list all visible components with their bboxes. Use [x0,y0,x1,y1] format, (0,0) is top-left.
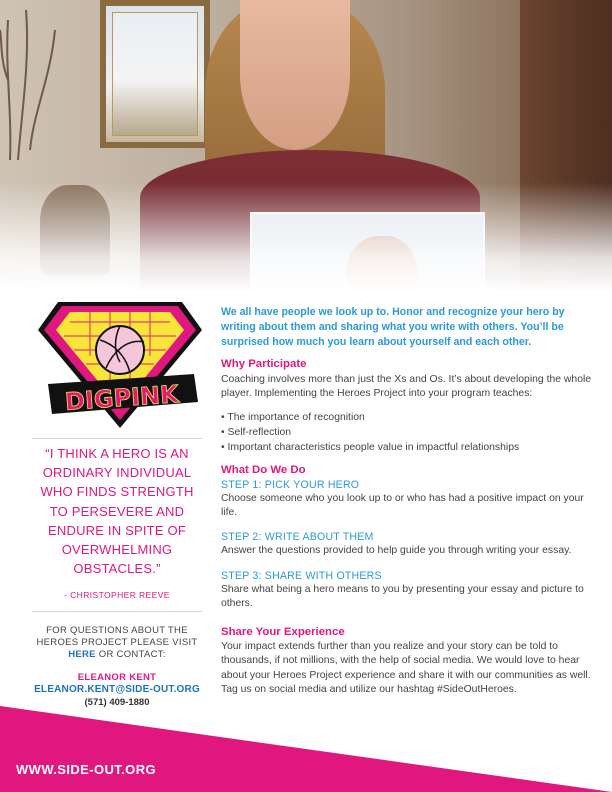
contact-line-3-rest: OR CONTACT: [95,649,166,660]
contact-line-1: FOR QUESTIONS ABOUT THE [46,625,188,636]
contact-info [26,625,208,661]
step-2-title: STEP 2: WRITE ABOUT THEM [221,531,374,543]
hero-quote: “I THINK A HERO IS AN ORDINARY INDIVIDUAL WHO FINDS STRENGTH TO PERSEVERE AND ENDURE IN SPITE OF OVERWHELMING OBSTACLES.” [40,446,194,577]
website-link[interactable]: WWW.SIDE-OUT.ORG [16,762,156,777]
photo-wall-frame [100,0,210,148]
contact-email-link[interactable]: ELEANOR.KENT@SIDE-OUT.ORG [34,684,200,695]
photo-branches [0,0,70,160]
share-heading: Share Your Experience [221,626,345,638]
why-heading: Why Participate [221,358,307,370]
step-2-body: Answer the questions provided to help guide you through writing your essay. [221,545,572,556]
quote-author: - CHRISTOPHER REEVE [64,590,170,600]
quote-divider-bottom [32,611,202,612]
list-item: • The importance of recognition [221,410,597,425]
why-body: Coaching involves more than just the Xs and Os. It’s about developing the whole player. Implementing the Heroes Project into your program teaches: [221,374,592,400]
footer-pink-band [0,706,612,792]
logo-text: DIGPINK [64,380,180,416]
intro-text: We all have people we look up to. Honor and recognize your hero by writing about them and sharing what you write with others. You’ll be surprised how much you learn about yourself and each other. [221,306,565,349]
hero-photo [0,0,612,292]
contact-phone: (571) 409-1880 [84,697,150,708]
list-item: • Self-reflection [221,425,597,440]
photo-person-face [240,0,350,150]
photo-fade [0,182,612,292]
step-1-body: Choose someone who you look up to or who has had a positive impact on your life. [221,493,584,519]
digpink-logo [30,296,210,436]
quote-divider-top [32,438,202,439]
why-bullets [221,410,597,456]
contact-name: ELEANOR KENT [77,672,157,683]
contact-line-3 [26,649,208,661]
step-3-title: STEP 3: SHARE WITH OTHERS [221,570,382,582]
step-1-title: STEP 1: PICK YOUR HERO [221,479,360,491]
share-body: Your impact extends further than you realize and your story can be told to thousands, if not millions, with the help of social media. We would love to hear about your Heroes Project experience and share it with our communities as well. Tag us on social media and utilize our hashtag #SideOutHeroes. [221,641,591,696]
step-3-body: Share what being a hero means to you by presenting your essay and picture to others. [221,584,584,610]
list-item: • Important characteristics people value in impactful relationships [221,440,597,455]
what-heading: What Do We Do [221,464,306,476]
here-link[interactable]: HERE [68,649,96,660]
contact-line-2: HEROES PROJECT PLEASE VISIT [36,637,198,648]
